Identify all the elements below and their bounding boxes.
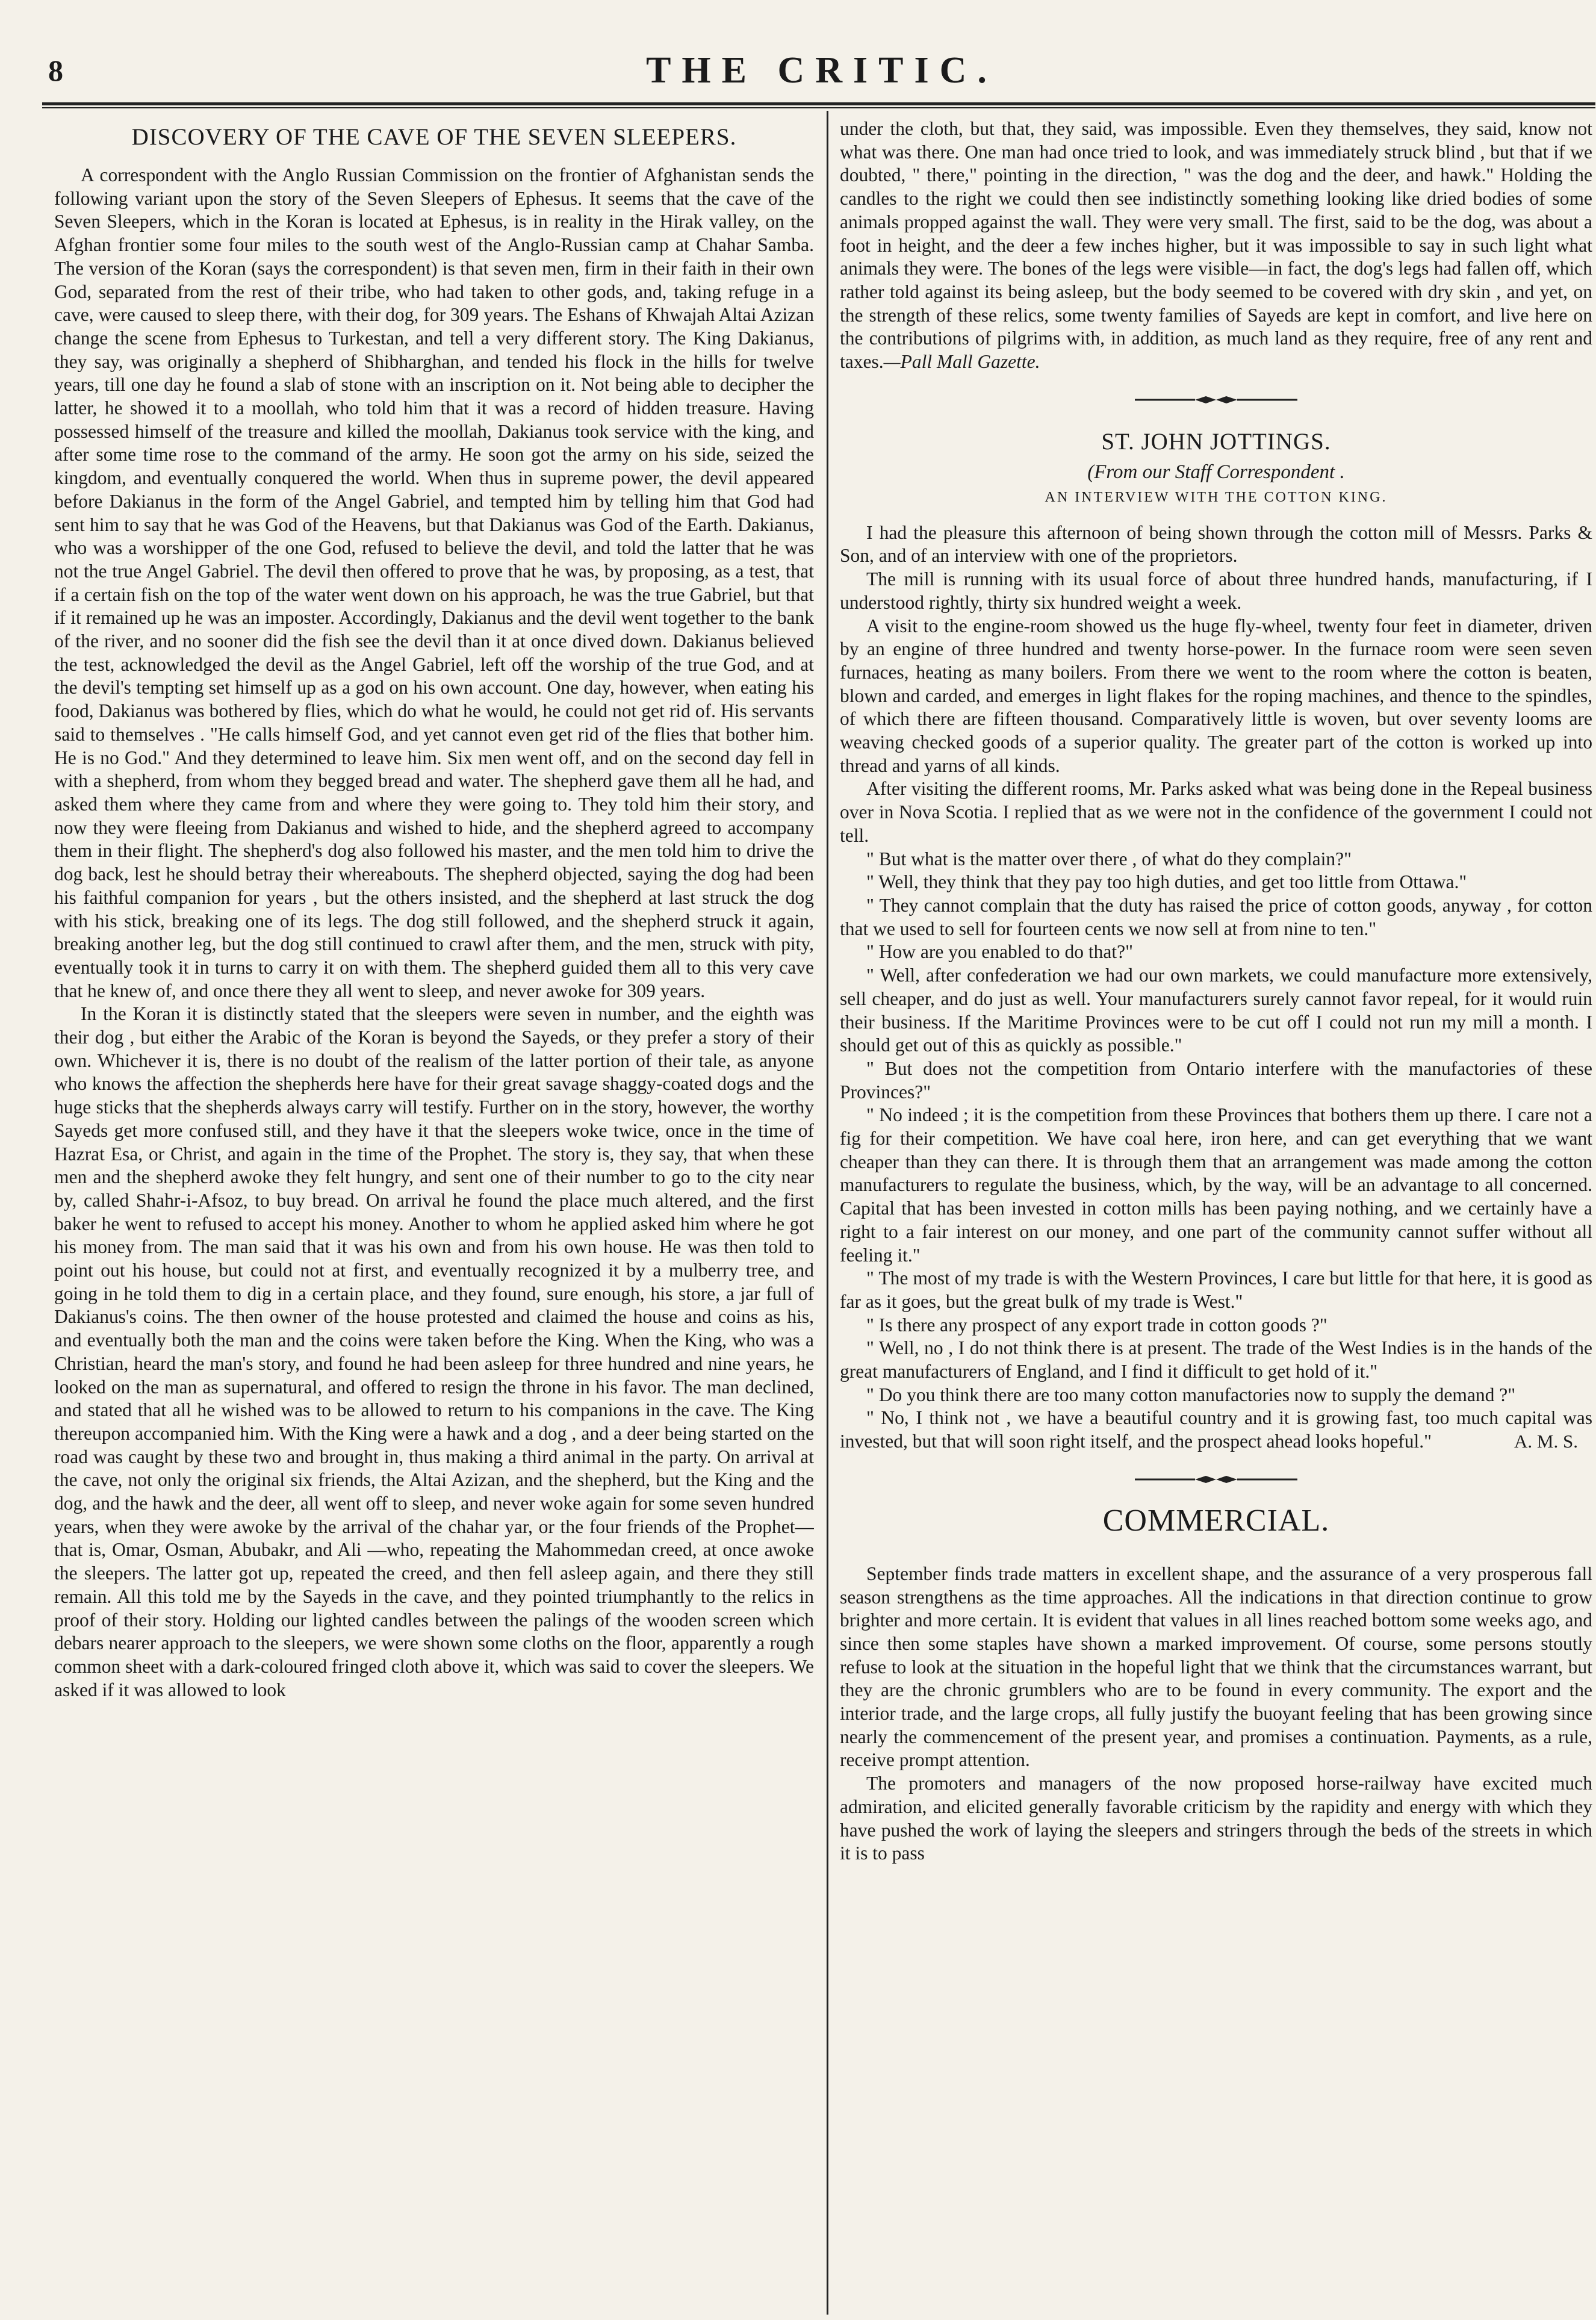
section-divider-ornament [1135,1474,1297,1485]
article-paragraph: " But what is the matter over there , of what do they complain?" [866,848,1352,869]
source-credit: —Pall Mall Gazette. [883,351,1040,373]
article-byline: (From our Staff Correspondent . [1087,461,1345,483]
right-column [840,117,1592,2315]
article-paragraph: A correspondent with the Anglo Russian Commission on the frontier of Afghanistan sends the following variant upon the story of the Seven Sleepers of Ephesus. It seems that the cave of the Seven Sleepers, which in the Koran is located at Ephesus, is in reality in the Hirak valley, on the Afghan frontier some four miles to the south west of the Anglo-Russian camp at Chahar Samba. The version of the Koran (says the correspondent) is that seven men, firm in their faith in their own God, separated from the rest of their tribe, who had taken to other gods, and, taking refuge in a cave, were caused to sleep there, with their dog, for 309 years. The Eshans of Khwajah Altai Azizan change the scene from Ephesus to Turkestan, and tell a very different story. The King Dakianus, they say, was originally a shepherd of Shibharghan, and tended his flock in the hills for twelve years, till one day he found a slab of stone with an inscription on it. Not being able to decipher the latter, he showed it to a moollah, who told him that it was a record of hidden treasure. Having possessed himself of the treasure and killed the moollah, Dakianus took service with the king, and after some time rose to the command of the army. He soon got the army on his side, seized the kingdom, and eventually conquered the world. When thus in supreme power, the devil appeared before Dakianus in the form of the Angel Gabriel, and tempted him by telling him that God had sent him to say that he was God of the Heavens, but that Dakianus was God of the Earth. Dakianus, who was a worshipper of the one God, refused to believe the devil, and told the latter that he was not the true Angel Gabriel. The devil then offered to prove that he was, by proposing, as a test, that if a certain fish on the top of the water went down on his approach, he was the true Gabriel, but that if it remained up he was an imposter. Accordingly, Dakianus and the devil went together to the bank of the river, and no sooner did the fish see the devil than it at once dived down. Dakianus believed the test, acknowledged the devil as the Angel Gabriel, left off the worship of the true God, and at the devil's tempting set himself up as a god on his own account. One day, however, when eating his food, Dakianus was bothered by flies, which do what he would, he could not get rid of. His servants said to themselves . "He calls himself God, and yet cannot even get rid of the flies that bother him. He is no God." And they determined to leave him. Six men went off, and on the second day fell in with a shepherd, from whom they begged bread and water. The shepherd gave them all he had, and asked them where they came from and where they were going to. They told him their story, and now they were fleeing from Dakianus and wished to hide, and the shepherd agreed to accompany them in their flight. The shepherd's dog also followed his master, and the men told him to drive the dog back, lest he should betray their whereabouts. The shepherd objected, saying the dog had been his faithful companion for years , but the others insisted, and the shepherd at last struck the dog with his stick, breaking one of its legs. The dog still followed, and the shepherd struck it again, breaking another leg, but the dog still continued to crawl after them, and the men, struck with pity, eventually took it in turns to carry it on with them. The shepherd guided them all to this very cave that he knew of, and once there they all went to sleep, and never awoke for 309 years. [54,164,814,1001]
masthead-rule [42,102,1595,105]
article-paragraph: After visiting the different rooms, Mr. Parks asked what was being done in the Repeal business over in Nova Scotia. I replied that as we were not in the confidence of the government I could not tell. [840,778,1592,846]
article-paragraph: In the Koran it is distinctly stated that the sleepers were seven in number, and the eighth was their dog , but either the Arabic of the Koran is beyond the Sayeds, or they prefer a story of their own. Whichever it is, there is no doubt of the realism of the latter portion of their tale, as anyone who knows the affection the shepherds here have for their great savage shaggy-coated dogs and the huge sticks that the shepherds always carry will testify. Further on in the story, however, the worthy Sayeds get more confused still, and they have it that the sleepers woke twice, once in the time of Hazrat Esa, or Christ, and again in the time of the Prophet. The story is, they say, that when these men and the shepherd awoke they felt hungry, and sent one of their number to go to the city near by, called Shahr-i-Afsoz, to buy bread. On arrival he found the place much altered, and the first baker he went to refused to accept his money. Another to whom he applied asked him where he got his money from. The man said that it was his own and from his own house. He was then told to point out his house, but could not at first, and eventually recognized it by a mulberry tree, and going in he told them to dig in a certain place, and they found, sure enough, his store, a jar full of Dakianus's coins. The then owner of the house protested and claimed the house and coins as his, and eventually both the man and the coins were taken before the King. When the King, who was a Christian, heard the man's story, and found he had been asleep for three hundred and nine years, he looked on the man as supernatural, and offered to resign the throne in his favor. The man declined, and stated that all he wished was to be allowed to return to his companions in the cave. The King thereupon accompanied him. With the King were a hawk and a dog , and a deer being started on the road was caught by these two and brought in, thus making a third animal in the party. On arrival at the cave, not only the original six friends, the Altai Azizan, and the shepherd, but the King and the dog, and the hawk and the deer, all went off to sleep, and never woke again for some seven hundred years, when they were awoke by the arrival of the chahar yar, or the four friends of the Prophet—that is, Omar, Osman, Abubakr, and Ali —who, repeating the Mahommedan creed, at once awoke the sleepers. The latter got up, repeated the creed, and then fell asleep again, and there they still remain. All this told me by the Sayeds in the cave, and they pointed triumphantly to the relics in proof of their story. Holding our lighted candles between the palings of the wooden screen which debars nearer approach to the sleepers, we were shown some cloths on the floor, apparently a rough common sheet with a dark-coloured fringed cloth above it, which was said to cover the sleepers. We asked if it was allowed to look [54,1003,814,1700]
left-column [54,117,814,2315]
article-paragraph: " Well, they think that they pay too high duties, and get too little from Ottawa." [866,871,1467,893]
section-divider-ornament [1135,394,1297,405]
article-paragraph [840,1407,1592,1453]
article-continuation [840,117,1592,374]
newspaper-title: THE CRITIC. [646,50,998,91]
page-number: 8 [48,54,63,87]
column-divider [827,111,828,2315]
paragraph-text: " No, I think not , we have a beautiful country and it is growing fast, too much capital was invested, but that will soon right itself, and the prospect ahead looks hopeful." [840,1407,1592,1452]
article-paragraph: I had the pleasure this afternoon of being shown through the cotton mill of Messrs. Parks & Son, and of an interview with one of the proprietors. [840,521,1592,567]
article-paragraph: The promoters and managers of the now proposed horse-railway have excited much admiration, and elicited generally favorable criticism by the rapidity and energy with which they have pushed the work of laying the sleepers and stringers through the beds of the streets in which it is to pass [840,1773,1592,1864]
article-paragraph: " Well, after confederation we had our own markets, we could manufacture more extensively, sell cheaper, and do just as well. Your manufacturers surely cannot favor repeal, for it would ruin their business. If the Maritime Provinces were to be cut off I could not run my mill a month. I should get out of this as quickly as possible." [840,965,1592,1056]
article-paragraph: The mill is running with its usual force of about three hundred hands, manufacturing, if I understood rightly, thirty six hundred weight a week. [840,568,1592,613]
article-subtitle: AN INTERVIEW WITH THE COTTON KING. [1045,489,1388,505]
masthead [42,0,1596,111]
article-paragraph: " Well, no , I do not think there is at present. The trade of the West Indies is in the hands of the great manufacturers of England, and I find it difficult to get hold of it." [840,1337,1592,1382]
article-paragraph: A visit to the engine-room showed us the huge fly-wheel, twenty four feet in diameter, driven by an engine of three hundred and twenty horse-power. In the furnace room were seen seven furnaces, heating as many boilers. From there we went to the room where the cotton is beaten, blown and carded, and emerges in light flakes for the roping machines, and thence to the spindles, of which there are fifteen thousand. Comparatively little is woven, but over seventy looms are weaving checked goods of a superior quality. The greater part of the cotton is worked up into thread and yarns of all kinds. [840,615,1592,776]
article-paragraph: " But does not the competition from Ontario interfere with the manufactories of these Provinces?" [840,1057,1592,1102]
article-paragraph: September finds trade matters in excellent shape, and the assurance of a very prosperous fall season strengthens as the time approaches. All the indications in that direction continue to grow brighter and more certain. It is evident that values in all lines reached bottom some weeks ago, and since then some staples have shown a marked improvement. Of course, some persons stoutly refuse to look at the situation in the hopeful light that we think that the circumstances warrant, but they are the chronic grumblers who are to be found in every community. The export and the interior trade, and the large crops, all fully justify the buoyant feeling that has been growing since nearly the commencement of the present year, and promises a continuation. Payments, as a rule, receive prompt attention. [840,1563,1592,1771]
masthead-rule-thin [42,107,1595,108]
author-signature: A. M. S. [1514,1431,1578,1452]
article-heading-seven-sleepers: DISCOVERY OF THE CAVE OF THE SEVEN SLEEPERS. [131,124,737,150]
continuation-text: under the cloth, but that, they said, was impossible. Even they themselves, they said, know not what was there. One man had once tried to look, and was immediately struck blind , but that if we doubted, " there," pointing in the direction, " was the dog and the deer, and hawk." Holding the candles to the right we could then see indistinctly something looking like dried bodies of some animals propped against the wall. They were very small. The first, said to be the dog, was about a foot in height, and the deer a few inches higher, but it was impossible to say in such light what animals they were. The bones of the legs were visible—in fact, the dog's legs had fallen off, which rather told against its being asleep, but the body seemed to be covered with dry skin , and yet, on the strength of these relics, some twenty families of Sayeds are kept in comfort, and live here on the contributions of pilgrims with, in addition, as much land as they require, free of any rent and taxes. [840,118,1592,373]
article-heading-st-john-jottings: ST. JOHN JOTTINGS. [1101,428,1331,455]
article-paragraph: " The most of my trade is with the Western Provinces, I care but little for that here, it is good as far as it goes, but the great bulk of my trade is West." [840,1267,1592,1312]
article-heading-commercial: COMMERCIAL. [1102,1503,1330,1538]
article-paragraph: " How are you enabled to do that?" [866,941,1133,963]
article-paragraph: " Do you think there are too many cotton manufactories now to supply the demand ?" [866,1384,1516,1405]
article-paragraph: " Is there any prospect of any export trade in cotton goods ?" [866,1314,1327,1336]
article-paragraph: " No indeed ; it is the competition from these Provinces that bothers them up there. I care not a fig for their competition. We have coal here, iron here, and can get everything that we want cheaper than they can there. It is through them that an arrangement was made among the cotton manufacturers to regulate the business, which, by the way, will be an advantage to all concerned. Capital that has been invested in cotton mills has been paying nothing, and we certainly have a right to a fair interest on our money, and one part of the community cannot suffer without all feeling it." [840,1104,1592,1266]
article-paragraph: " They cannot complain that the duty has raised the price of cotton goods, anyway , for cotton that we used to sell for fourteen cents we now sell at from nine to ten." [840,894,1592,939]
